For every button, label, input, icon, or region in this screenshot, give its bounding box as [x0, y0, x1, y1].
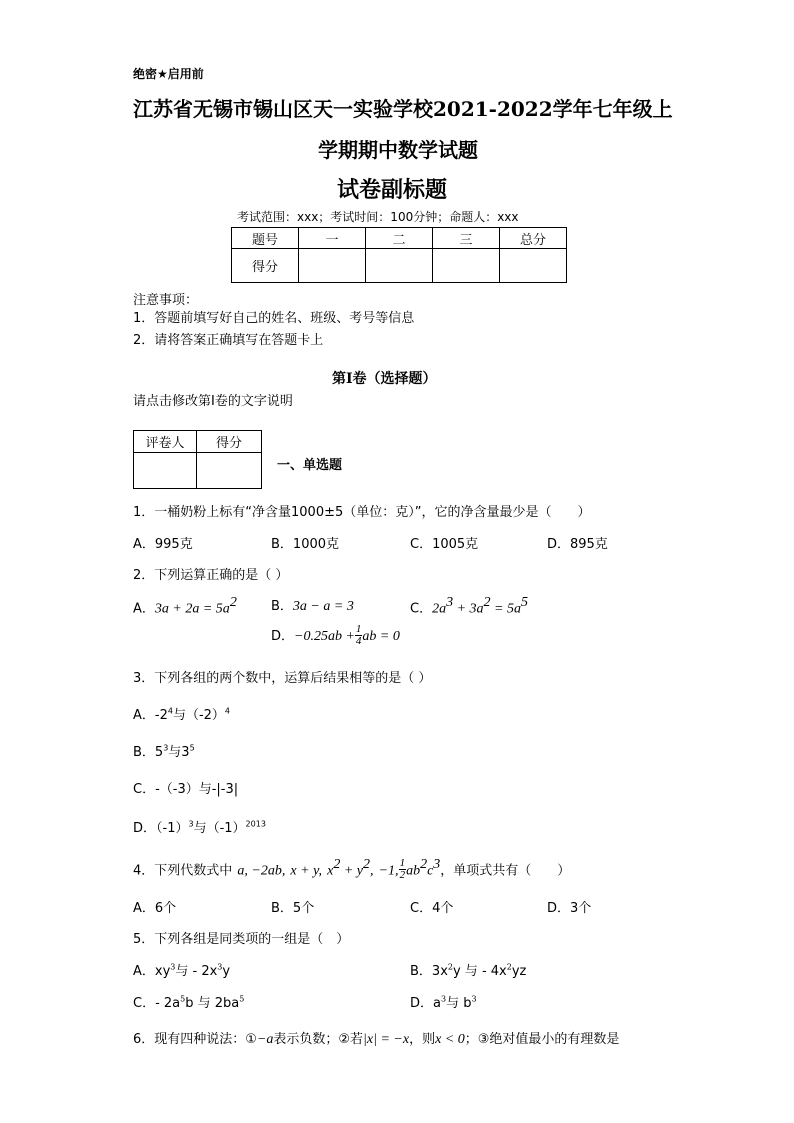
- option-letter: D．: [271, 629, 295, 644]
- grader-header: 评卷人: [134, 431, 197, 453]
- fraction-numerator: 1: [355, 623, 362, 635]
- question-6-stem: [133, 1028, 619, 1048]
- text: C．- 2a: [133, 996, 181, 1011]
- q5-option-c[interactable]: [133, 992, 244, 1011]
- notes-title: 注意事项：: [133, 293, 199, 308]
- score-cell[interactable]: [433, 249, 500, 283]
- option-letter: C．: [410, 601, 433, 617]
- q1-option-a[interactable]: A．995克: [133, 537, 193, 552]
- score-row-label: 得分: [232, 249, 299, 283]
- sup: 2: [363, 857, 371, 872]
- q2-option-c[interactable]: [410, 595, 528, 617]
- text: 与（-2）: [172, 708, 225, 723]
- q3-option-b[interactable]: [133, 741, 195, 760]
- sup: 5: [239, 994, 245, 1004]
- q4-option-c[interactable]: C．4个: [410, 901, 454, 916]
- confidential-mark: 绝密★启用前: [133, 67, 204, 81]
- sup: 2: [333, 857, 341, 872]
- grader-cell[interactable]: [197, 453, 262, 489]
- grader-header: 得分: [197, 431, 262, 453]
- exam-info: 考试范围：xxx；考试时间：100分钟；命题人：xxx: [237, 210, 519, 224]
- math-expr: x < 0: [435, 1032, 465, 1047]
- text: 与（-1）: [193, 821, 246, 836]
- text: B．5: [133, 745, 164, 760]
- grader-table: [133, 430, 262, 489]
- text: y 与 - 4x: [452, 964, 507, 979]
- q2-expr-c-part: = 5a: [490, 601, 521, 617]
- q2-expr-c-sup: 2: [483, 595, 491, 610]
- sup: 3: [217, 962, 223, 972]
- score-header: 题号: [232, 228, 299, 249]
- option-letter: B．: [271, 599, 293, 614]
- q3-option-c[interactable]: C．-（-3）与-|-3|: [133, 782, 239, 797]
- sup: 3: [170, 962, 176, 972]
- score-header: 一: [299, 228, 366, 249]
- q2-expr-c-part: + 3a: [453, 601, 484, 617]
- text: y: [222, 964, 231, 979]
- math-expr: |x| = −x: [363, 1032, 410, 1047]
- fraction-denominator: 2: [399, 869, 406, 882]
- part-title: 一、单选题: [277, 458, 343, 473]
- score-header: 三: [433, 228, 500, 249]
- math-expr: a, −2ab,: [237, 863, 286, 879]
- note-item: 1．答题前填写好自己的姓名、班级、考号等信息: [133, 311, 415, 326]
- q3-option-d[interactable]: [133, 817, 266, 836]
- score-header: 总分: [500, 228, 567, 249]
- score-header: 二: [366, 228, 433, 249]
- section-title: 第I卷（选择题）: [332, 371, 437, 387]
- grader-cell[interactable]: [134, 453, 197, 489]
- q4-option-b[interactable]: B．5个: [271, 901, 315, 916]
- sup: 3: [163, 743, 169, 753]
- text: ，则: [409, 1032, 436, 1047]
- q2-expr-d-part: ab = 0: [362, 629, 400, 644]
- section-instruction[interactable]: 请点击修改第I卷的文字说明: [133, 394, 293, 409]
- text: A．-2: [133, 708, 168, 723]
- sup: 2: [447, 962, 453, 972]
- fraction-numerator: 1: [399, 857, 406, 870]
- text: yz: [511, 964, 527, 979]
- question-2-stem: 2．下列运算正确的是（ ）: [133, 568, 289, 583]
- question-4-stem: [133, 857, 570, 881]
- q2-expr-d-part: −0.25ab +: [294, 629, 355, 644]
- math-expr: x + y,: [290, 863, 323, 879]
- q2-option-a[interactable]: [133, 595, 237, 617]
- text: ；③绝对值最小的有理数是: [464, 1032, 620, 1047]
- math-expr: ,: [370, 863, 374, 879]
- fraction: [399, 858, 407, 881]
- text: 表示负数；②若: [273, 1032, 364, 1047]
- q4-option-a[interactable]: A．6个: [133, 901, 177, 916]
- text: 6．现有四种说法：①: [133, 1032, 257, 1047]
- question-5-stem: 5．下列各组是同类项的一组是（ ）: [133, 932, 350, 947]
- sup: 5: [189, 743, 195, 753]
- math-expr: ab: [406, 863, 421, 879]
- exam-title-line2: 学期期中数学试题: [318, 138, 478, 162]
- exam-title-line1: 江苏省无锡市锡山区天一实验学校2021-2022学年七年级上: [133, 97, 673, 121]
- text: 与3: [168, 745, 190, 760]
- option-letter: A．: [133, 601, 155, 617]
- q2-expr-c-part: 2a: [432, 601, 447, 617]
- sup: 3: [433, 857, 441, 872]
- fraction-denominator: 4: [355, 635, 362, 647]
- q1-option-d[interactable]: D．895克: [547, 537, 608, 552]
- text: B．3x: [410, 964, 448, 979]
- text: 与 b: [446, 996, 472, 1011]
- score-cell[interactable]: [299, 249, 366, 283]
- q2-option-b[interactable]: [271, 595, 354, 615]
- q1-option-c[interactable]: C．1005克: [410, 537, 479, 552]
- text: D．（-1）: [133, 821, 189, 836]
- text: D．a: [410, 996, 441, 1011]
- sup: 4: [167, 706, 173, 716]
- math-expr: c: [427, 863, 434, 879]
- q1-option-b[interactable]: B．1000克: [271, 537, 340, 552]
- q2-expr-c-sup: 5: [520, 595, 528, 610]
- q2-expr-a: 3a + 2a = 5a: [154, 601, 230, 617]
- q5-option-d[interactable]: [410, 992, 477, 1011]
- q2-option-d[interactable]: [271, 624, 400, 647]
- sup: 2: [420, 857, 428, 872]
- sup: 5: [180, 994, 186, 1004]
- q3-option-a[interactable]: [133, 704, 230, 723]
- q4-option-d[interactable]: D．3个: [547, 901, 592, 916]
- math-expr: −a: [256, 1032, 274, 1047]
- text: b 与 2ba: [185, 996, 240, 1011]
- score-table: [231, 227, 567, 283]
- q2-expr-b: 3a − a = 3: [292, 599, 354, 614]
- text: A．xy: [133, 964, 171, 979]
- math-expr: −1,: [378, 863, 399, 879]
- q5-option-a[interactable]: [133, 960, 230, 979]
- text: ，单项式共有（ ）: [440, 863, 571, 879]
- q5-option-b[interactable]: [410, 960, 526, 979]
- score-cell[interactable]: [366, 249, 433, 283]
- q2-expr-c-sup: 3: [446, 595, 454, 610]
- sup: 3: [440, 994, 447, 1004]
- sup: 4: [224, 706, 231, 716]
- sup: 2013: [245, 819, 266, 829]
- sup: 3: [188, 819, 194, 829]
- score-cell[interactable]: [500, 249, 567, 283]
- text: 与 - 2x: [175, 964, 218, 979]
- exam-subtitle: 试卷副标题: [337, 177, 448, 203]
- math-expr: x: [327, 863, 334, 879]
- sup: 3: [471, 994, 477, 1004]
- sup: 2: [506, 962, 512, 972]
- question-1-stem: 1．一桶奶粉上标有“净含量1000±5（单位：克）”，它的净含量最少是（ ）: [133, 505, 591, 520]
- text: 4．下列代数式中: [133, 863, 233, 879]
- question-3-stem: 3．下列各组的两个数中，运算后结果相等的是（ ）: [133, 671, 432, 686]
- math-expr: + y: [340, 863, 364, 879]
- q2-expr-a-sup: 2: [229, 595, 237, 610]
- note-item: 2．请将答案正确填写在答题卡上: [133, 333, 324, 348]
